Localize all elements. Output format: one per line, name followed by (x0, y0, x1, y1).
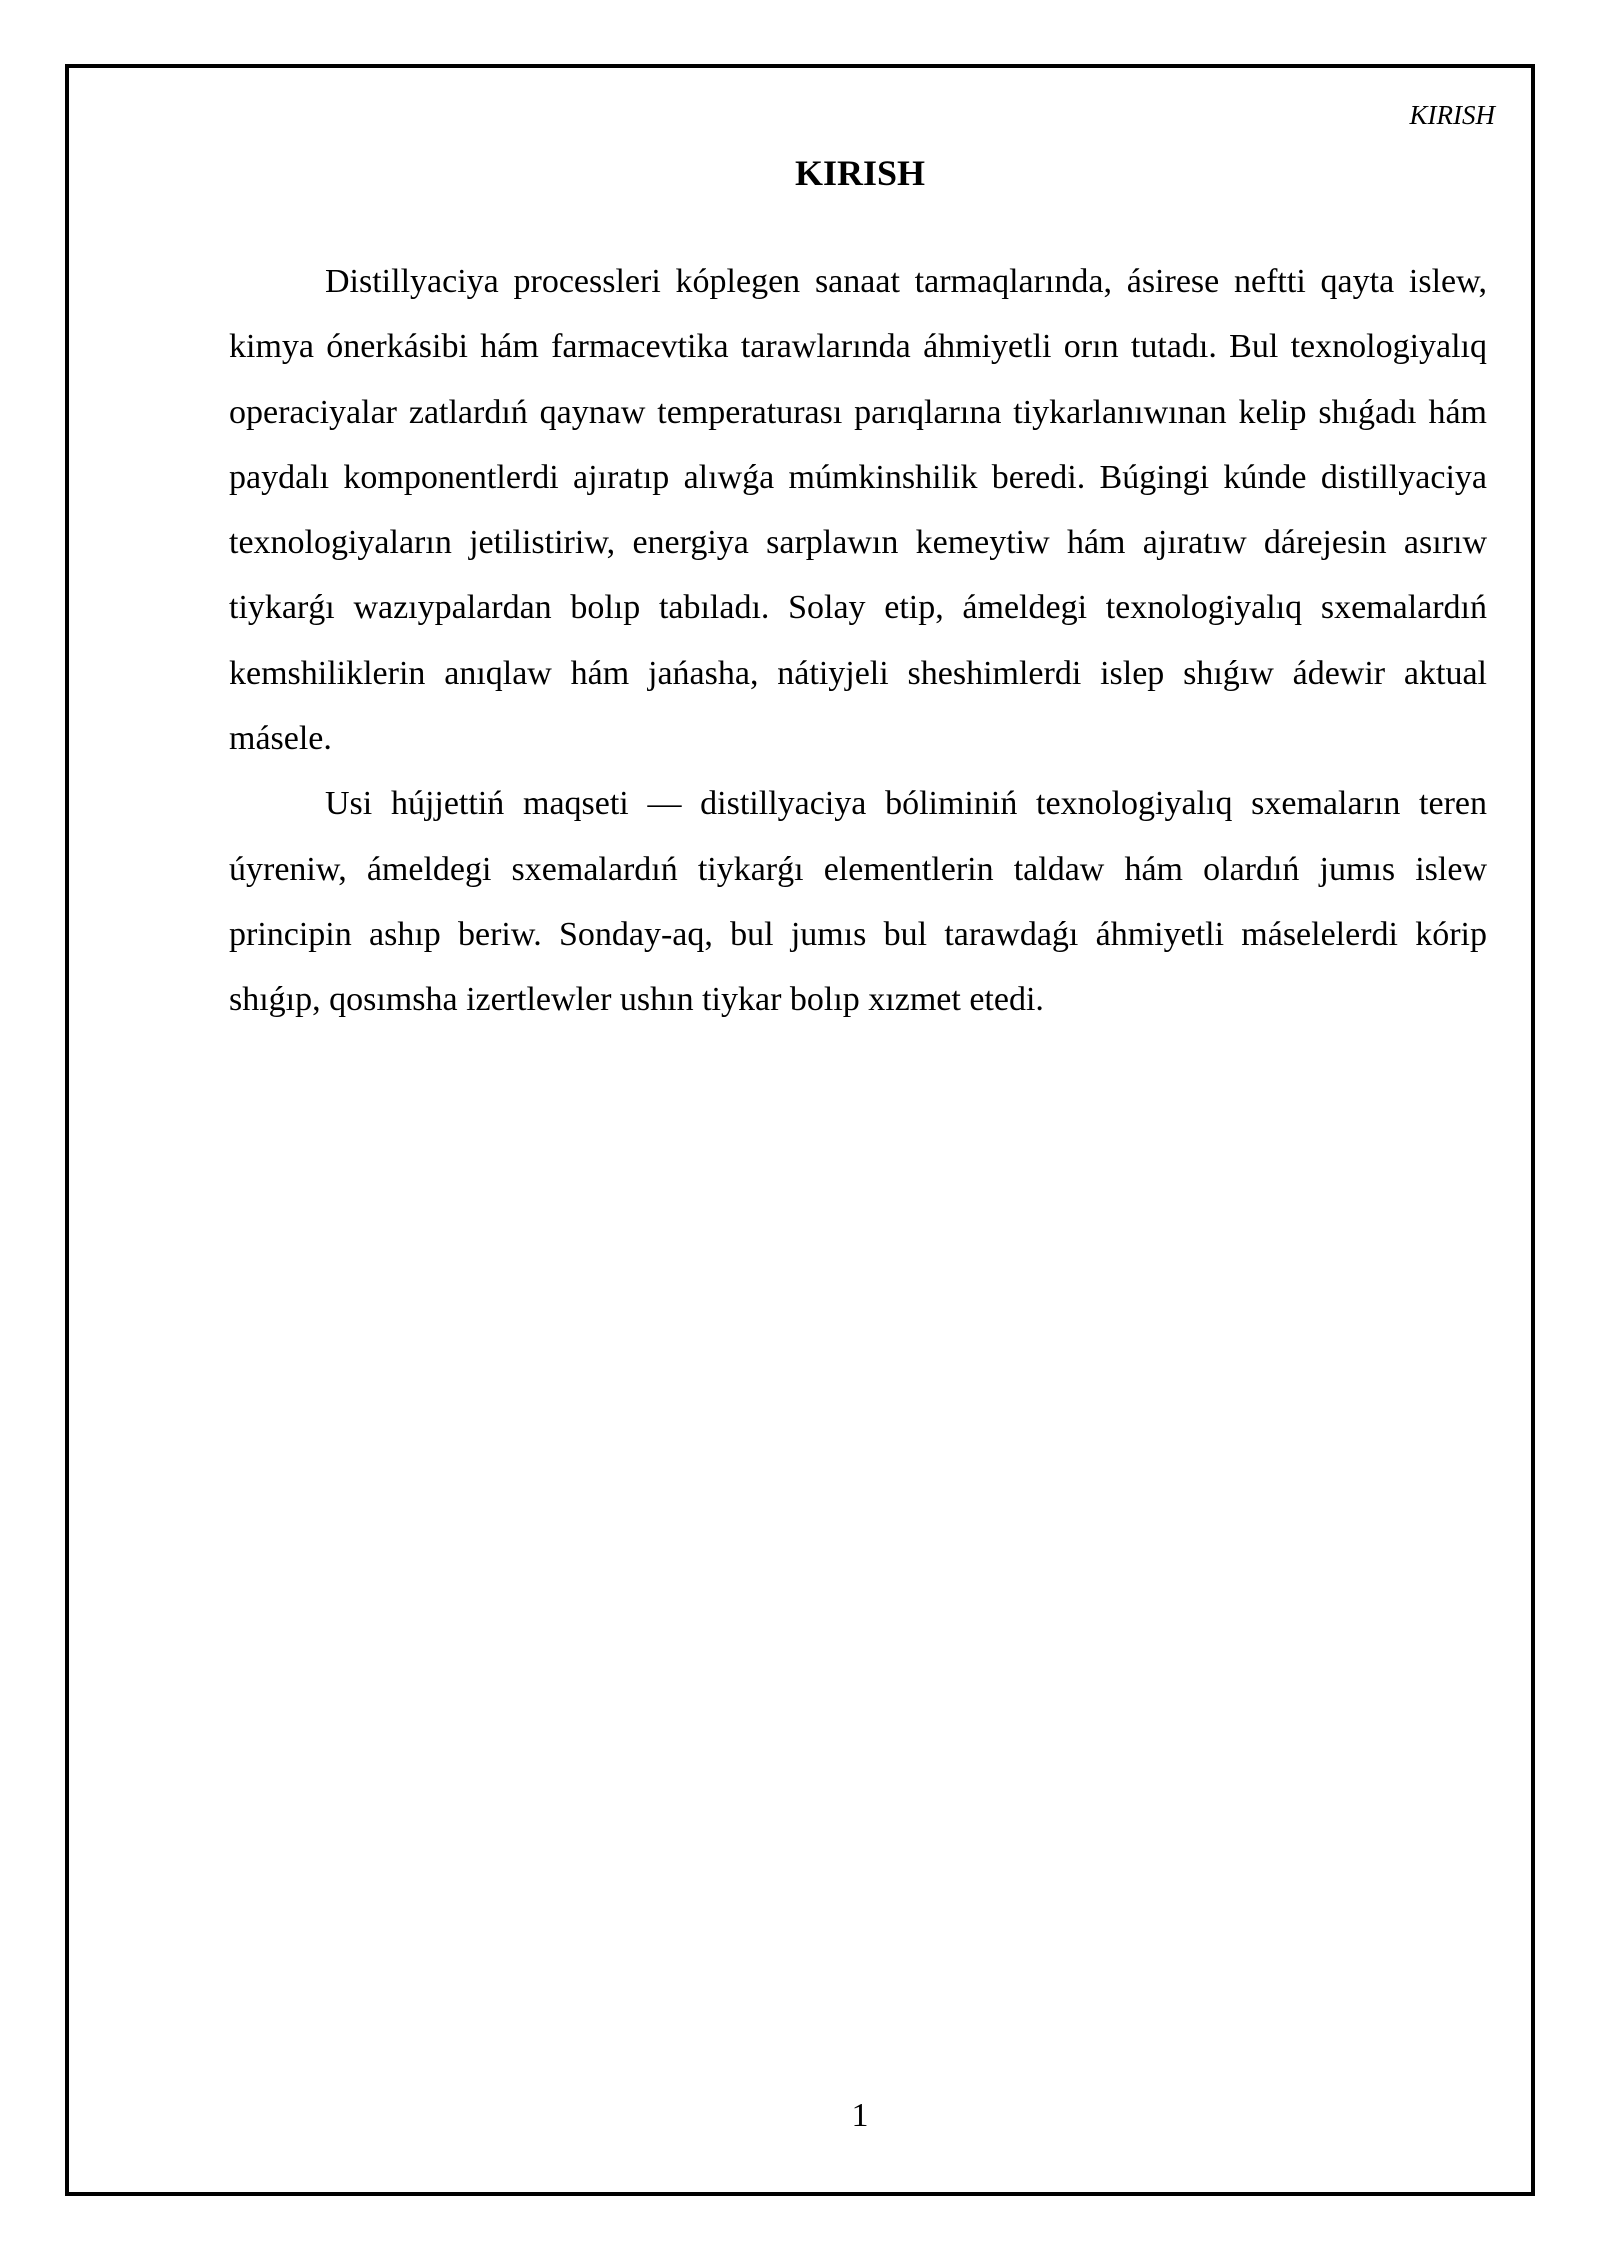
paragraph-1: Distillyaciya processleri kóplegen sanaat tarmaqlarında, ásirese neftti qayta islew, kimya ónerkásibi hám farmacevtika tarawlarında áhmiyetli orın tutadı. Bul texnologiyalıq operaciyalar zatlardıń qaynaw temperaturası parıqlarına tiykarlanıwınan kelip shıǵadı hám paydalı komponentlerdi ajıratıp alıwǵa múmkinshilik beredi. Búgingi kúnde distillyaciya texnologiyaların jetilistiriw, energiya sarplawın kemeytiw hám ajıratıw dárejesin asırıw tiykarǵı wazıypalardan bolıp tabıladı. Solay etip, ámeldegi texnologiyalıq sxemalardıń kemshiliklerin anıqlaw hám jańasha, nátiyjeli sheshimlerdi islep shıǵıw ádewir aktual másele. (229, 263, 1487, 758)
page-number: 1 (851, 2097, 869, 2134)
page-title: KIRISH (794, 153, 926, 193)
body-text (229, 249, 1487, 1033)
paragraph-2: Usi hújjettiń maqseti — distillyaciya bóliminiń texnologiyalıq sxemaların teren úyreniw, ámeldegi sxemalardıń tiykarǵı elementlerin taldaw hám olardıń jumıs islew principin ashıp beriw. Sonday-aq, bul jumıs bul tarawdaǵı áhmiyetli máselelerdi kórip shıǵıp, qosımsha izertlewler ushın tiykar bolıp xızmet etedi. (229, 785, 1487, 1019)
running-header: KIRISH (1409, 100, 1495, 130)
